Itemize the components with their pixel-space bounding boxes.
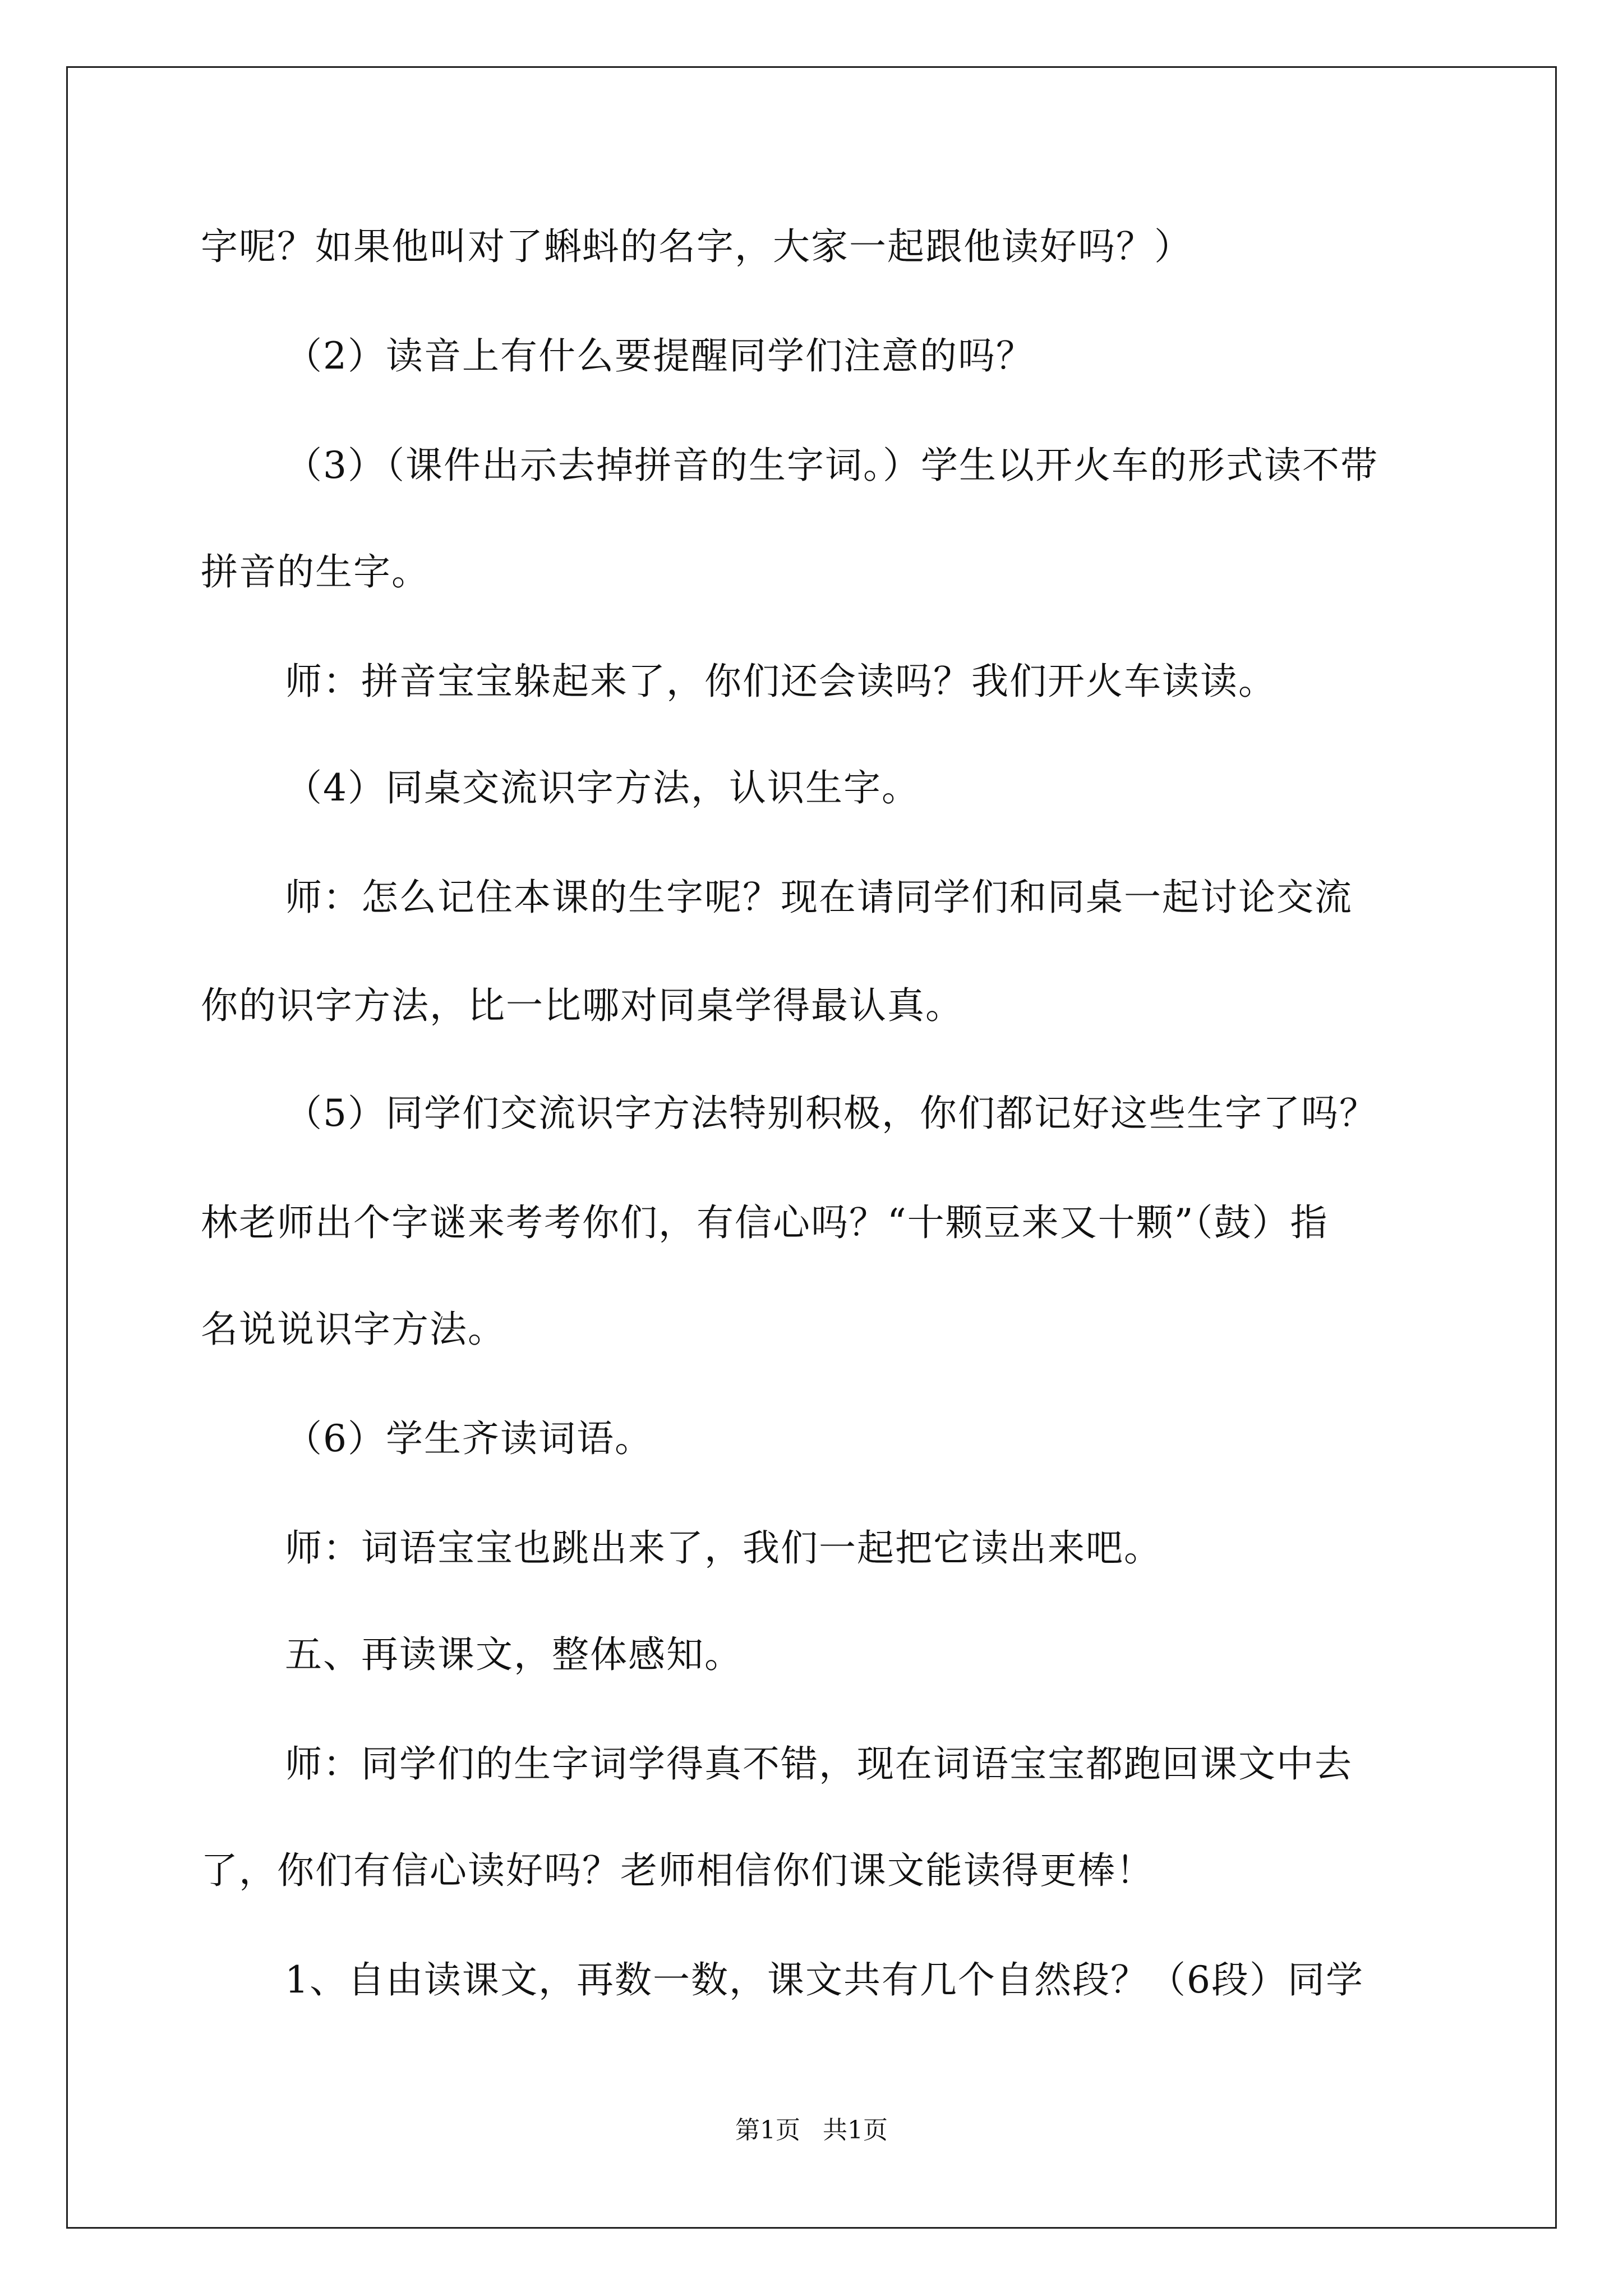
text-line: 拼音的生字。 [201, 550, 430, 593]
text-line: 1、自由读课文，再数一数，课文共有几个自然段？（6段）同学 [285, 1958, 1364, 2001]
text-line: 字呢？如果他叫对了蝌蚪的名字，大家一起跟他读好吗？） [201, 225, 1192, 268]
text-line: 师：词语宝宝也跳出来了，我们一起把它读出来吧。 [285, 1526, 1162, 1570]
text-line: 五、再读课文，整体感知。 [285, 1633, 743, 1676]
text-line: （3）（课件出示去掉拼音的生字词。）学生以开火车的形式读不带 [285, 444, 1378, 487]
text-line: （2）读音上有什么要提醒同学们注意的吗？ [285, 334, 1034, 378]
page-footer [0, 2114, 1623, 2147]
text-line: 你的识字方法，比一比哪对同桌学得最认真。 [201, 984, 963, 1027]
page-number: 第1页 [735, 2116, 800, 2145]
text-line: 名说说识字方法。 [201, 1308, 506, 1351]
text-line: （5）同学们交流识字方法特别积极，你们都记好这些生字了吗？ [285, 1092, 1377, 1135]
page-total: 共1页 [823, 2116, 888, 2145]
page-border [66, 66, 1557, 2229]
text-line: 林老师出个字谜来考考你们，有信心吗？“十颗豆来又十颗”（鼓）指 [201, 1201, 1329, 1244]
text-line: （4）同桌交流识字方法，认识生字。 [285, 766, 920, 809]
text-line: 师：怎么记住本课的生字呢？现在请同学们和同桌一起讨论交流 [285, 876, 1353, 919]
text-line: （6）学生齐读词语。 [285, 1417, 653, 1460]
text-line: 了，你们有信心读好吗？老师相信你们课文能读得更棒！ [201, 1849, 1154, 1892]
text-line: 师：同学们的生字词学得真不错，现在词语宝宝都跑回课文中去 [285, 1742, 1353, 1786]
text-line: 师：拼音宝宝躲起来了，你们还会读吗？我们开火车读读。 [285, 660, 1276, 703]
